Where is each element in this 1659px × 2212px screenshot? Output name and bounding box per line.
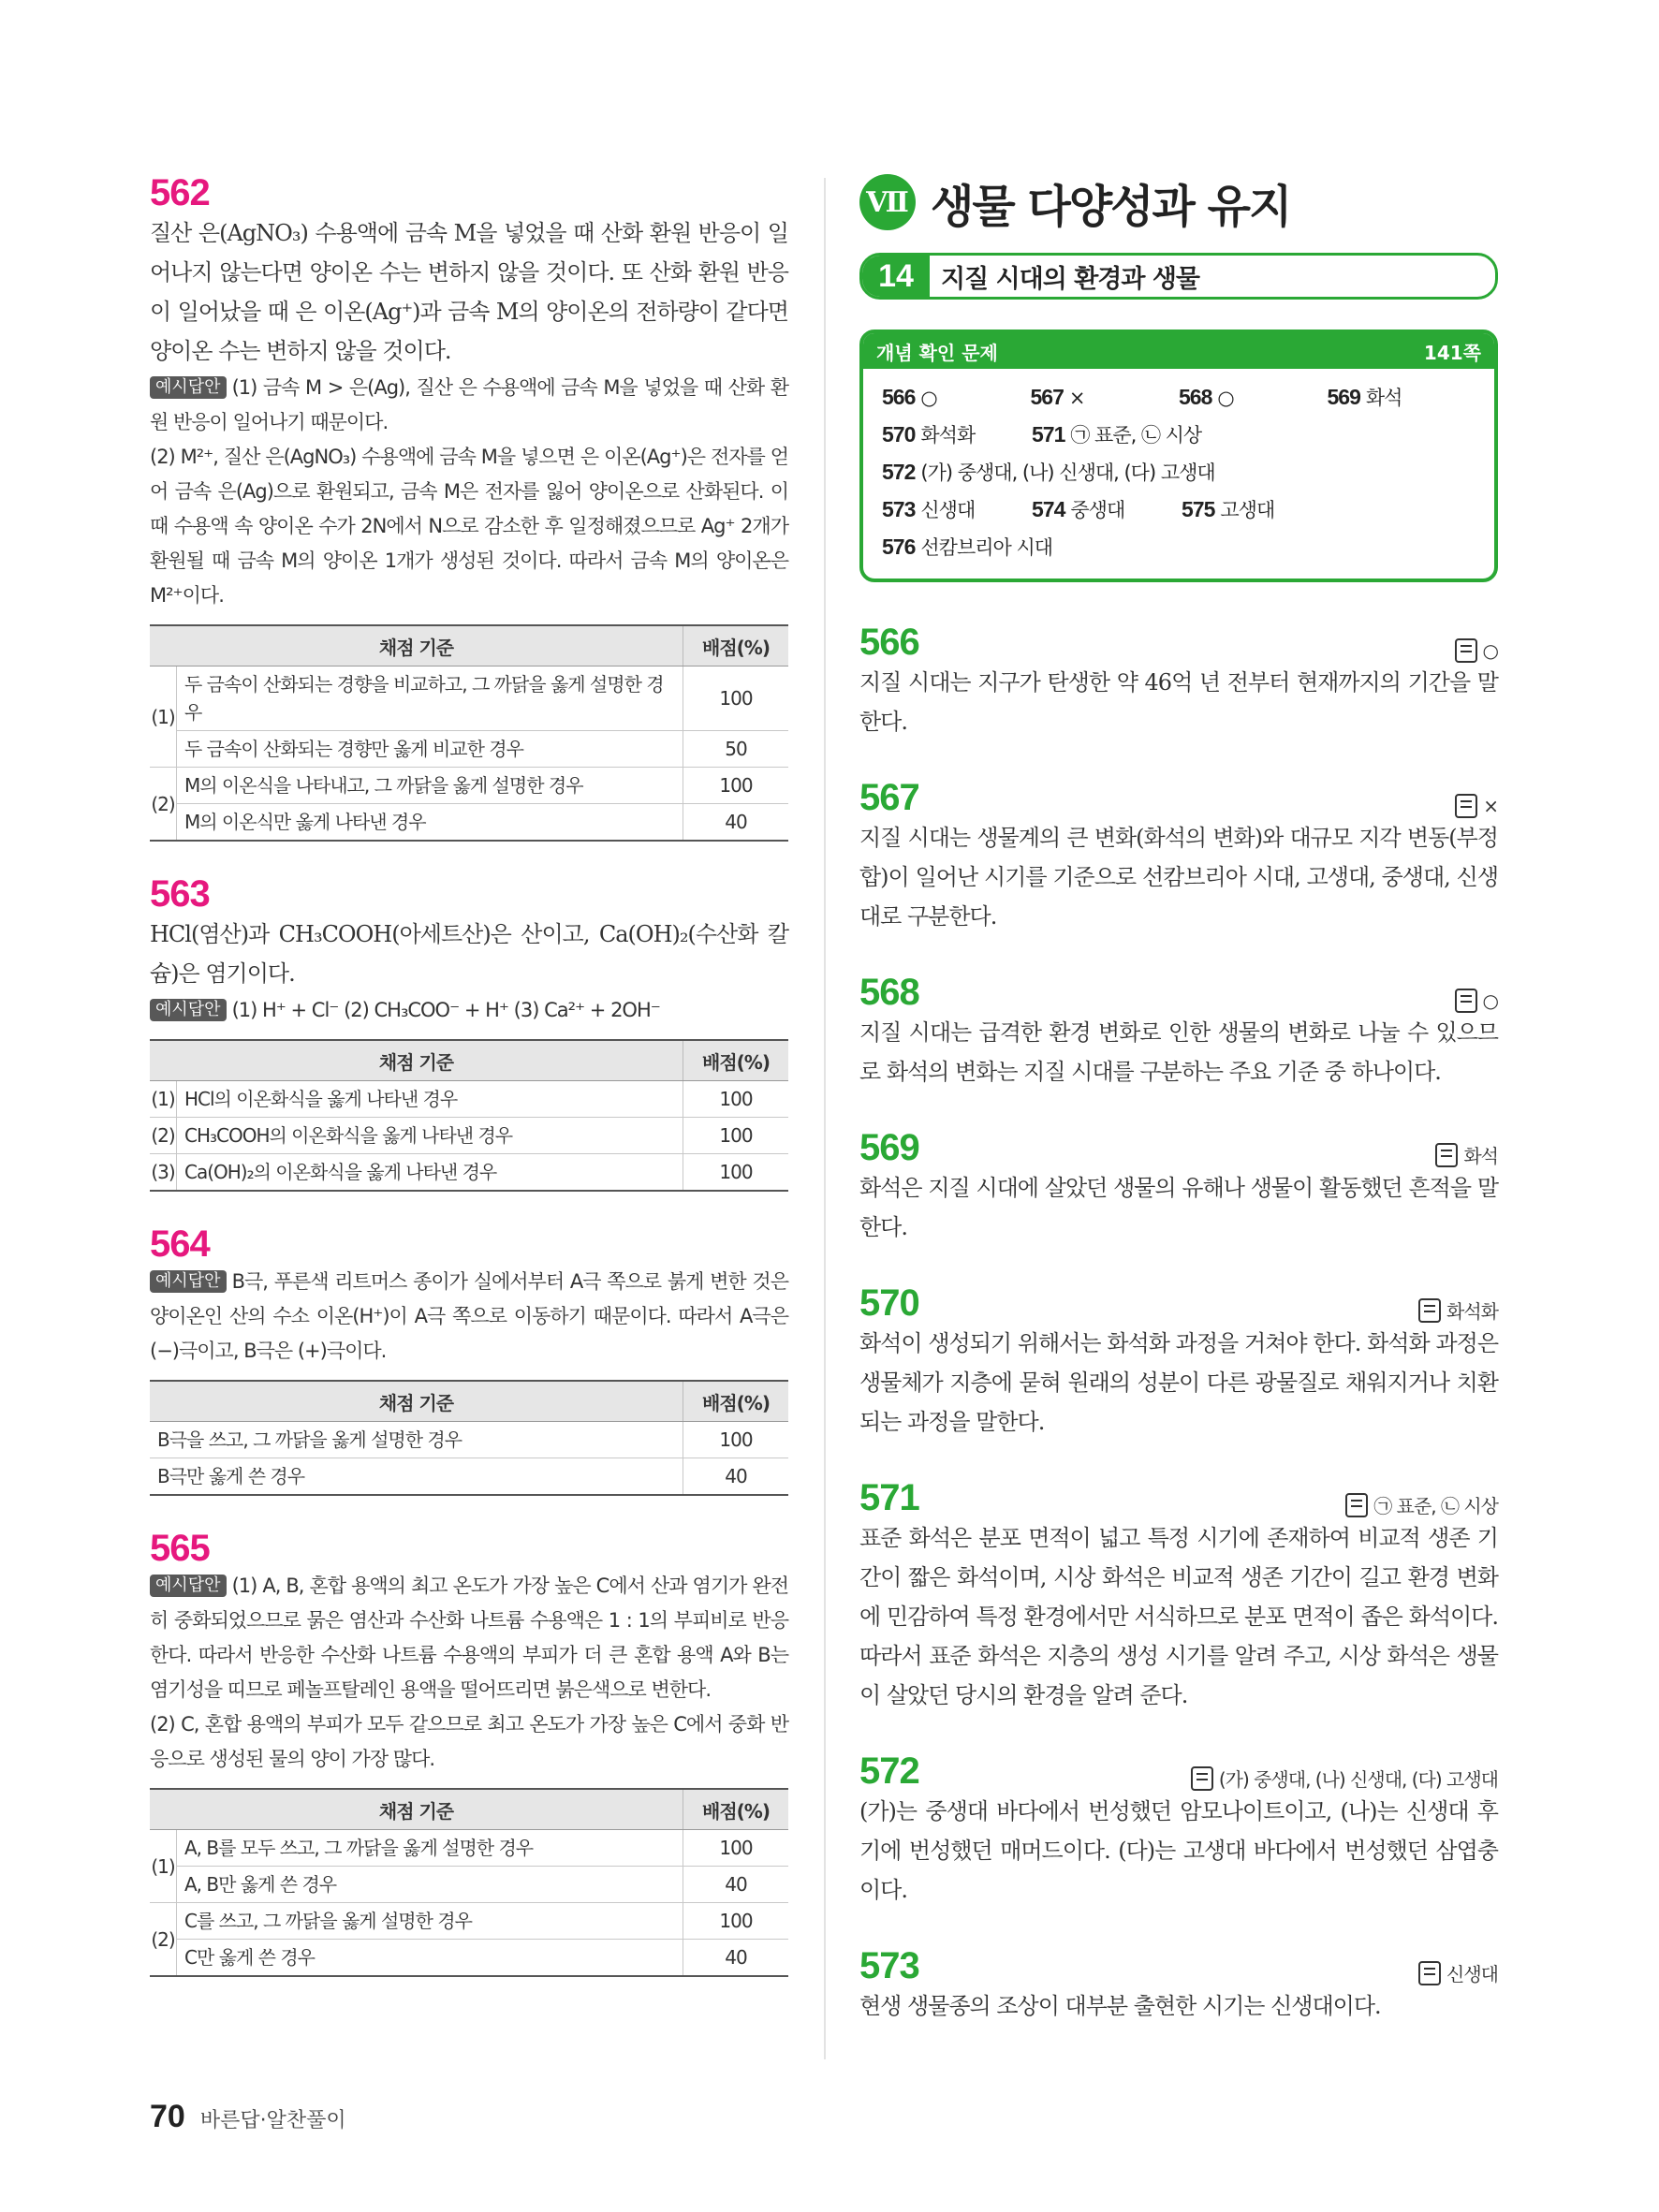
explanation-text: 지질 시대는 급격한 환경 변화로 인한 생물의 변화로 나눌 수 있으므로 화석의 변화는 지질 시대를 구분하는 주요 기준 중 하나이다. (859, 1019, 1498, 1085)
scoring-table (150, 1380, 788, 1496)
answer-icon (1455, 989, 1477, 1013)
concept-answers (863, 369, 1494, 579)
column-divider (824, 178, 826, 2059)
answer-2-text: (2) C, 혼합 용액의 부피가 모두 같으므로 최고 온도가 가장 높은 C에서 중화 반응으로 생성된 물의 양이 가장 많다. (150, 1713, 788, 1770)
answer-icon (1455, 638, 1477, 663)
criteria-cell: C만 옳게 쓴 경우 (177, 1940, 683, 1977)
answer-text: (1) H⁺ + Cl⁻ (2) CH₃COO⁻ + H⁺ (3) Ca²⁺ + 2OH⁻ (231, 999, 660, 1021)
answer-icon (1191, 1766, 1213, 1791)
left-column (150, 168, 788, 2009)
explanation-text: HCl(염산)과 CH₃COOH(아세트산)은 산이고, Ca(OH)₂(수산화 칼슘)은 염기이다. (150, 921, 788, 987)
answer-value: 화석화 (1446, 1300, 1498, 1323)
points-cell: 100 (683, 1081, 789, 1118)
criteria-cell: Ca(OH)₂의 이온화식을 옳게 나타낸 경우 (177, 1154, 683, 1192)
answer-value: (가) 중생대, (나) 신생대, (다) 고생대 (1218, 1768, 1498, 1791)
scoring-table (150, 1788, 788, 1977)
question-number: 568 (859, 972, 919, 1013)
part-label: (2) (150, 1903, 177, 1977)
answer-icon (1345, 1493, 1368, 1517)
question-572 (859, 1751, 1498, 1910)
answer-icon (1418, 1961, 1441, 1985)
answer-1-text: (1) A, B, 혼합 용액의 최고 온도가 가장 높은 C에서 산과 염기가 완전히 중화되었으므로 묽은 염산과 수산화 나트륨 수용액은 1 : 1의 부피비로 반응한다. 따라서 반응한 수산화 나트륨 수용액의 부피가 더 큰 혼합 용액 A와 B는 염기성을 띠므로 페놀프탈레인 용액을 떨어뜨리면 붉은색으로 변한다. (150, 1575, 788, 1701)
criteria-header: 채점 기준 (150, 1040, 683, 1081)
question-563 (150, 873, 788, 1192)
part-label: (1) (150, 667, 177, 768)
points-cell: 100 (683, 667, 789, 731)
concept-page-ref: 141쪽 (1423, 341, 1481, 364)
example-answer-badge: 예시답안 (150, 1270, 227, 1293)
points-cell: 100 (683, 1830, 789, 1867)
question-570 (859, 1282, 1498, 1442)
points-cell: 100 (683, 1903, 789, 1940)
question-566 (859, 622, 1498, 741)
example-answer-badge: 예시답안 (150, 1575, 227, 1597)
question-569 (859, 1127, 1498, 1247)
question-564 (150, 1223, 788, 1496)
concept-item: 566 ○ (882, 384, 937, 409)
page-footer (150, 2099, 346, 2135)
answer-value: ○ (1482, 639, 1498, 662)
question-562 (150, 172, 788, 842)
criteria-cell: B극만 옳게 쓴 경우 (150, 1458, 683, 1496)
example-answer-badge: 예시답안 (150, 999, 227, 1021)
concept-check-box (859, 330, 1498, 582)
points-header: 배점(%) (683, 1381, 789, 1422)
concept-row (882, 528, 1475, 565)
points-cell: 100 (683, 1118, 789, 1154)
points-cell: 50 (683, 731, 789, 768)
concept-item: 570 화석화 (882, 422, 976, 447)
concept-check-label: 개념 확인 문제 (876, 341, 998, 364)
answer-value: ○ (1482, 989, 1498, 1012)
concept-item: 575 고생대 (1182, 497, 1275, 521)
question-568 (859, 972, 1498, 1091)
points-header: 배점(%) (683, 1040, 789, 1081)
explanation-text: 화석이 생성되기 위해서는 화석화 과정을 거쳐야 한다. 화석화 과정은 생물체가 지층에 묻혀 원래의 성분이 다른 광물질로 채워지거나 치환되는 과정을 말한다. (859, 1330, 1498, 1435)
answer-value: 화석 (1463, 1145, 1498, 1167)
question-567 (859, 777, 1498, 936)
explanation-text: 화석은 지질 시대에 살았던 생물의 유해나 생물이 활동했던 흔적을 말한다. (859, 1175, 1498, 1240)
criteria-cell: C를 쓰고, 그 까닭을 옳게 설명한 경우 (177, 1903, 683, 1940)
unit-header (859, 168, 1498, 236)
chapter-bar (859, 253, 1498, 300)
answer-icon (1435, 1143, 1458, 1167)
concept-item: 568 ○ (1179, 384, 1234, 409)
scoring-table (150, 1039, 788, 1192)
question-number: 563 (150, 873, 210, 915)
question-565 (150, 1528, 788, 1977)
concept-row (882, 416, 1475, 453)
answer-2-text: (2) M²⁺, 질산 은(AgNO₃) 수용액에 금속 M을 넣으면 은 이온(Ag⁺)은 전자를 얻어 금속 은(Ag)으로 환원되고, 금속 M은 전자를 잃어 양이온으로 산화된다. 이때 수용액 속 양이온 수가 2N에서 N으로 감소한 후 일정해졌으므로 Ag⁺ 2개가 환원될 때 금속 M의 양이온 1개가 생성된 것이다. 따라서 금속 M의 양이온은 M²⁺이다. (150, 446, 788, 607)
answer-1-text: (1) 금속 M > 은(Ag), 질산 은 수용액에 금속 M을 넣었을 때 산화 환원 반응이 일어나기 때문이다. (150, 376, 788, 433)
chapter-title: 지질 시대의 환경과 생물 (941, 264, 1200, 294)
concept-row (882, 378, 1475, 416)
criteria-cell: M의 이온식만 옳게 나타낸 경우 (177, 804, 683, 842)
criteria-cell: HCl의 이온화식을 옳게 나타낸 경우 (177, 1081, 683, 1118)
part-label: (1) (150, 1830, 177, 1903)
question-number: 573 (859, 1945, 919, 1986)
question-number: 567 (859, 777, 919, 818)
example-answer-badge: 예시답안 (150, 376, 227, 399)
book-label: 바른답·알찬풀이 (199, 2109, 346, 2132)
points-cell: 100 (683, 1154, 789, 1192)
answer-icon (1418, 1298, 1441, 1323)
concept-item: 571 ㉠ 표준, ㉡ 시상 (1032, 422, 1202, 447)
points-cell: 40 (683, 1867, 789, 1903)
concept-item: 573 신생대 (882, 497, 976, 521)
explanation-text: 표준 화석은 분포 면적이 넓고 특정 시기에 존재하여 비교적 생존 기간이 짧은 화석이며, 시상 화석은 비교적 생존 기간이 길고 환경 변화에 민감하여 특정 환경에서만 서식하므로 분포 면적이 좁은 화석이다. 따라서 표준 화석은 지층의 생성 시기를 알려 주고, 시상 화석은 생물이 살았던 당시의 환경을 알려 준다. (859, 1525, 1498, 1708)
explanation-text: 지질 시대는 생물계의 큰 변화(화석의 변화)와 대규모 지각 변동(부정합)이 일어난 시기를 기준으로 선캄브리아 시대, 고생대, 중생대, 신생대로 구분한다. (859, 825, 1498, 930)
criteria-header: 채점 기준 (150, 1789, 683, 1830)
part-label: (1) (150, 1081, 177, 1118)
part-label: (2) (150, 768, 177, 842)
page-number: 70 (150, 2099, 185, 2134)
chapter-number: 14 (862, 256, 930, 297)
concept-item: 576 선캄브리아 시대 (882, 535, 1053, 559)
question-number: 570 (859, 1282, 919, 1324)
concept-row (882, 453, 1475, 491)
answer-text: B극, 푸른색 리트머스 종이가 실에서부터 A극 쪽으로 붉게 변한 것은 양이온인 산의 수소 이온(H⁺)이 A극 쪽으로 이동하기 때문이다. 따라서 A극은 (−)극이고, B극은 (+)극이다. (150, 1270, 788, 1362)
criteria-header: 채점 기준 (150, 625, 683, 667)
criteria-cell: 두 금속이 산화되는 경향만 옳게 비교한 경우 (177, 731, 683, 768)
question-573 (859, 1945, 1498, 2026)
unit-title: 생물 다양성과 유지 (931, 180, 1291, 233)
explanation-text: 현생 생물종의 조상이 대부분 출현한 시기는 신생대이다. (859, 1993, 1381, 2019)
points-cell: 40 (683, 1940, 789, 1977)
answer-icon (1455, 794, 1477, 818)
points-header: 배점(%) (683, 625, 789, 667)
question-number: 571 (859, 1477, 919, 1518)
question-number: 562 (150, 172, 210, 213)
explanation-text: (가)는 중생대 바다에서 번성했던 암모나이트이고, (나)는 신생대 후기에 번성했던 매머드이다. (다)는 고생대 바다에서 번성했던 삼엽충이다. (859, 1798, 1498, 1903)
question-number: 564 (150, 1223, 210, 1265)
criteria-header: 채점 기준 (150, 1381, 683, 1422)
answer-value: 신생대 (1446, 1963, 1498, 1985)
concept-row (882, 491, 1475, 528)
question-number: 572 (859, 1751, 919, 1792)
criteria-cell: CH₃COOH의 이온화식을 옳게 나타낸 경우 (177, 1118, 683, 1154)
points-cell: 40 (683, 1458, 789, 1496)
concept-check-header (863, 333, 1494, 369)
points-cell: 100 (683, 768, 789, 804)
explanation-text: 지질 시대는 지구가 탄생한 약 46억 년 전부터 현재까지의 기간을 말한다. (859, 669, 1498, 735)
points-cell: 40 (683, 804, 789, 842)
concept-item: 569 화석 (1327, 385, 1402, 409)
concept-item: 572 (가) 중생대, (나) 신생대, (다) 고생대 (882, 460, 1215, 484)
criteria-cell: 두 금속이 산화되는 경향을 비교하고, 그 까닭을 옳게 설명한 경우 (177, 667, 683, 731)
part-label: (3) (150, 1154, 177, 1192)
question-number: 565 (150, 1528, 210, 1569)
points-cell: 100 (683, 1422, 789, 1458)
question-number: 566 (859, 622, 919, 663)
criteria-cell: A, B를 모두 쓰고, 그 까닭을 옳게 설명한 경우 (177, 1830, 683, 1867)
question-number: 569 (859, 1127, 919, 1168)
concept-item: 567 × (1030, 384, 1085, 409)
criteria-cell: B극을 쓰고, 그 까닭을 옳게 설명한 경우 (150, 1422, 683, 1458)
explanation-text: 질산 은(AgNO₃) 수용액에 금속 M을 넣었을 때 산화 환원 반응이 일어나지 않는다면 양이온 수는 변하지 않을 것이다. 또 산화 환원 반응이 일어났을 때 은 이온(Ag⁺)과 금속 M의 양이온의 전하량이 같다면 양이온 수는 변하지 않을 것이다. (150, 220, 788, 364)
unit-numeral-badge: Ⅶ (859, 174, 916, 230)
answer-value: × (1483, 795, 1498, 817)
part-label: (2) (150, 1118, 177, 1154)
points-header: 배점(%) (683, 1789, 789, 1830)
answer-value: ㉠ 표준, ㉡ 시상 (1373, 1495, 1498, 1517)
criteria-cell: M의 이온식을 나타내고, 그 까닭을 옳게 설명한 경우 (177, 768, 683, 804)
concept-item: 574 중생대 (1032, 497, 1125, 521)
scoring-table (150, 624, 788, 842)
question-571 (859, 1477, 1498, 1715)
right-column (859, 168, 1498, 2061)
criteria-cell: A, B만 옳게 쓴 경우 (177, 1867, 683, 1903)
